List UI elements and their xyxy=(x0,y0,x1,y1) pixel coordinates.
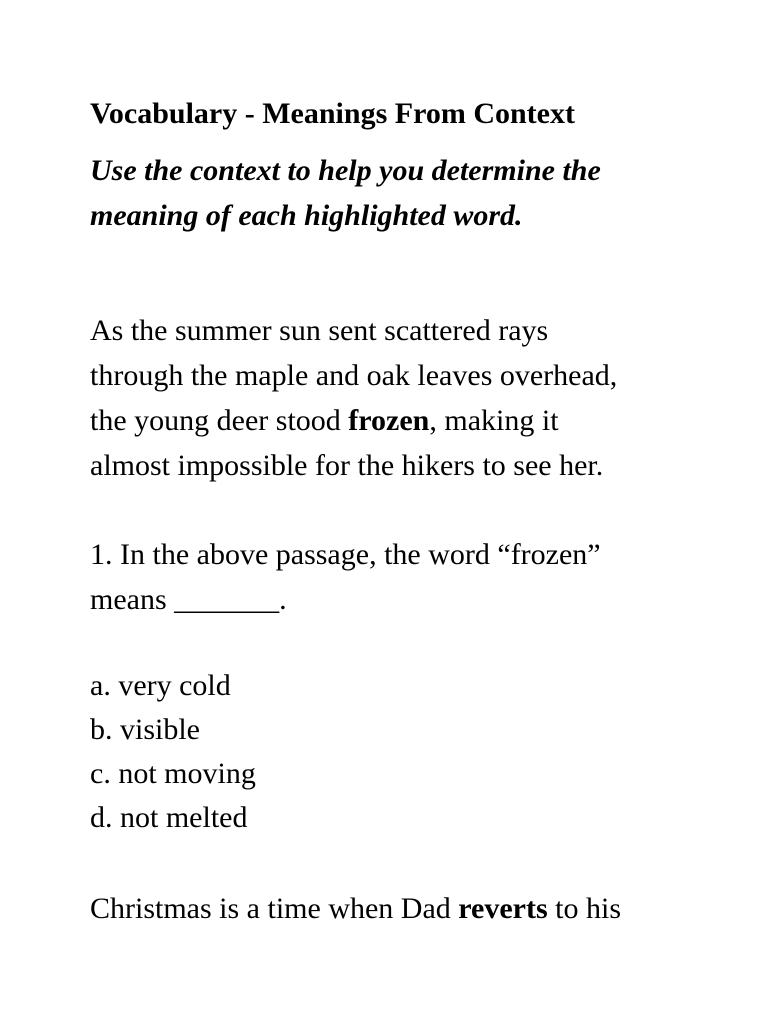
option-b: b. visible xyxy=(90,713,200,746)
highlighted-word-frozen: frozen xyxy=(348,404,430,437)
instructions xyxy=(90,148,601,238)
passage-1-line-1: As the summer sun sent scattered rays xyxy=(90,314,549,347)
instructions-line-1: Use the context to help you determine the xyxy=(90,154,601,187)
passage-1-line-3-end: , making it xyxy=(429,404,559,437)
passage-2-line-1-start: Christmas is a time when Dad xyxy=(90,892,459,925)
option-a: a. very cold xyxy=(90,669,231,702)
passage-1-line-3-start: the young deer stood xyxy=(90,404,349,437)
passage-1 xyxy=(90,308,617,488)
passage-1-line-3 xyxy=(90,398,617,443)
passage-1-line-4: almost impossible for the hikers to see her. xyxy=(90,449,604,482)
passage-2 xyxy=(90,886,621,931)
instructions-line-2: meaning of each highlighted word. xyxy=(90,199,523,232)
option-d: d. not melted xyxy=(90,801,248,834)
question-1-line-2: means _______. xyxy=(90,583,287,616)
passage-1-line-2: through the maple and oak leaves overhead, xyxy=(90,359,618,392)
document-title: Vocabulary - Meanings From Context xyxy=(90,97,575,130)
passage-2-line-1-end: to his xyxy=(547,892,622,925)
question-1 xyxy=(90,532,601,622)
option-c: c. not moving xyxy=(90,757,256,790)
highlighted-word-reverts: reverts xyxy=(458,892,548,925)
passage-2-line-1 xyxy=(90,886,621,931)
question-1-line-1: 1. In the above passage, the word “frozen” xyxy=(90,538,601,571)
answer-options xyxy=(90,664,256,840)
